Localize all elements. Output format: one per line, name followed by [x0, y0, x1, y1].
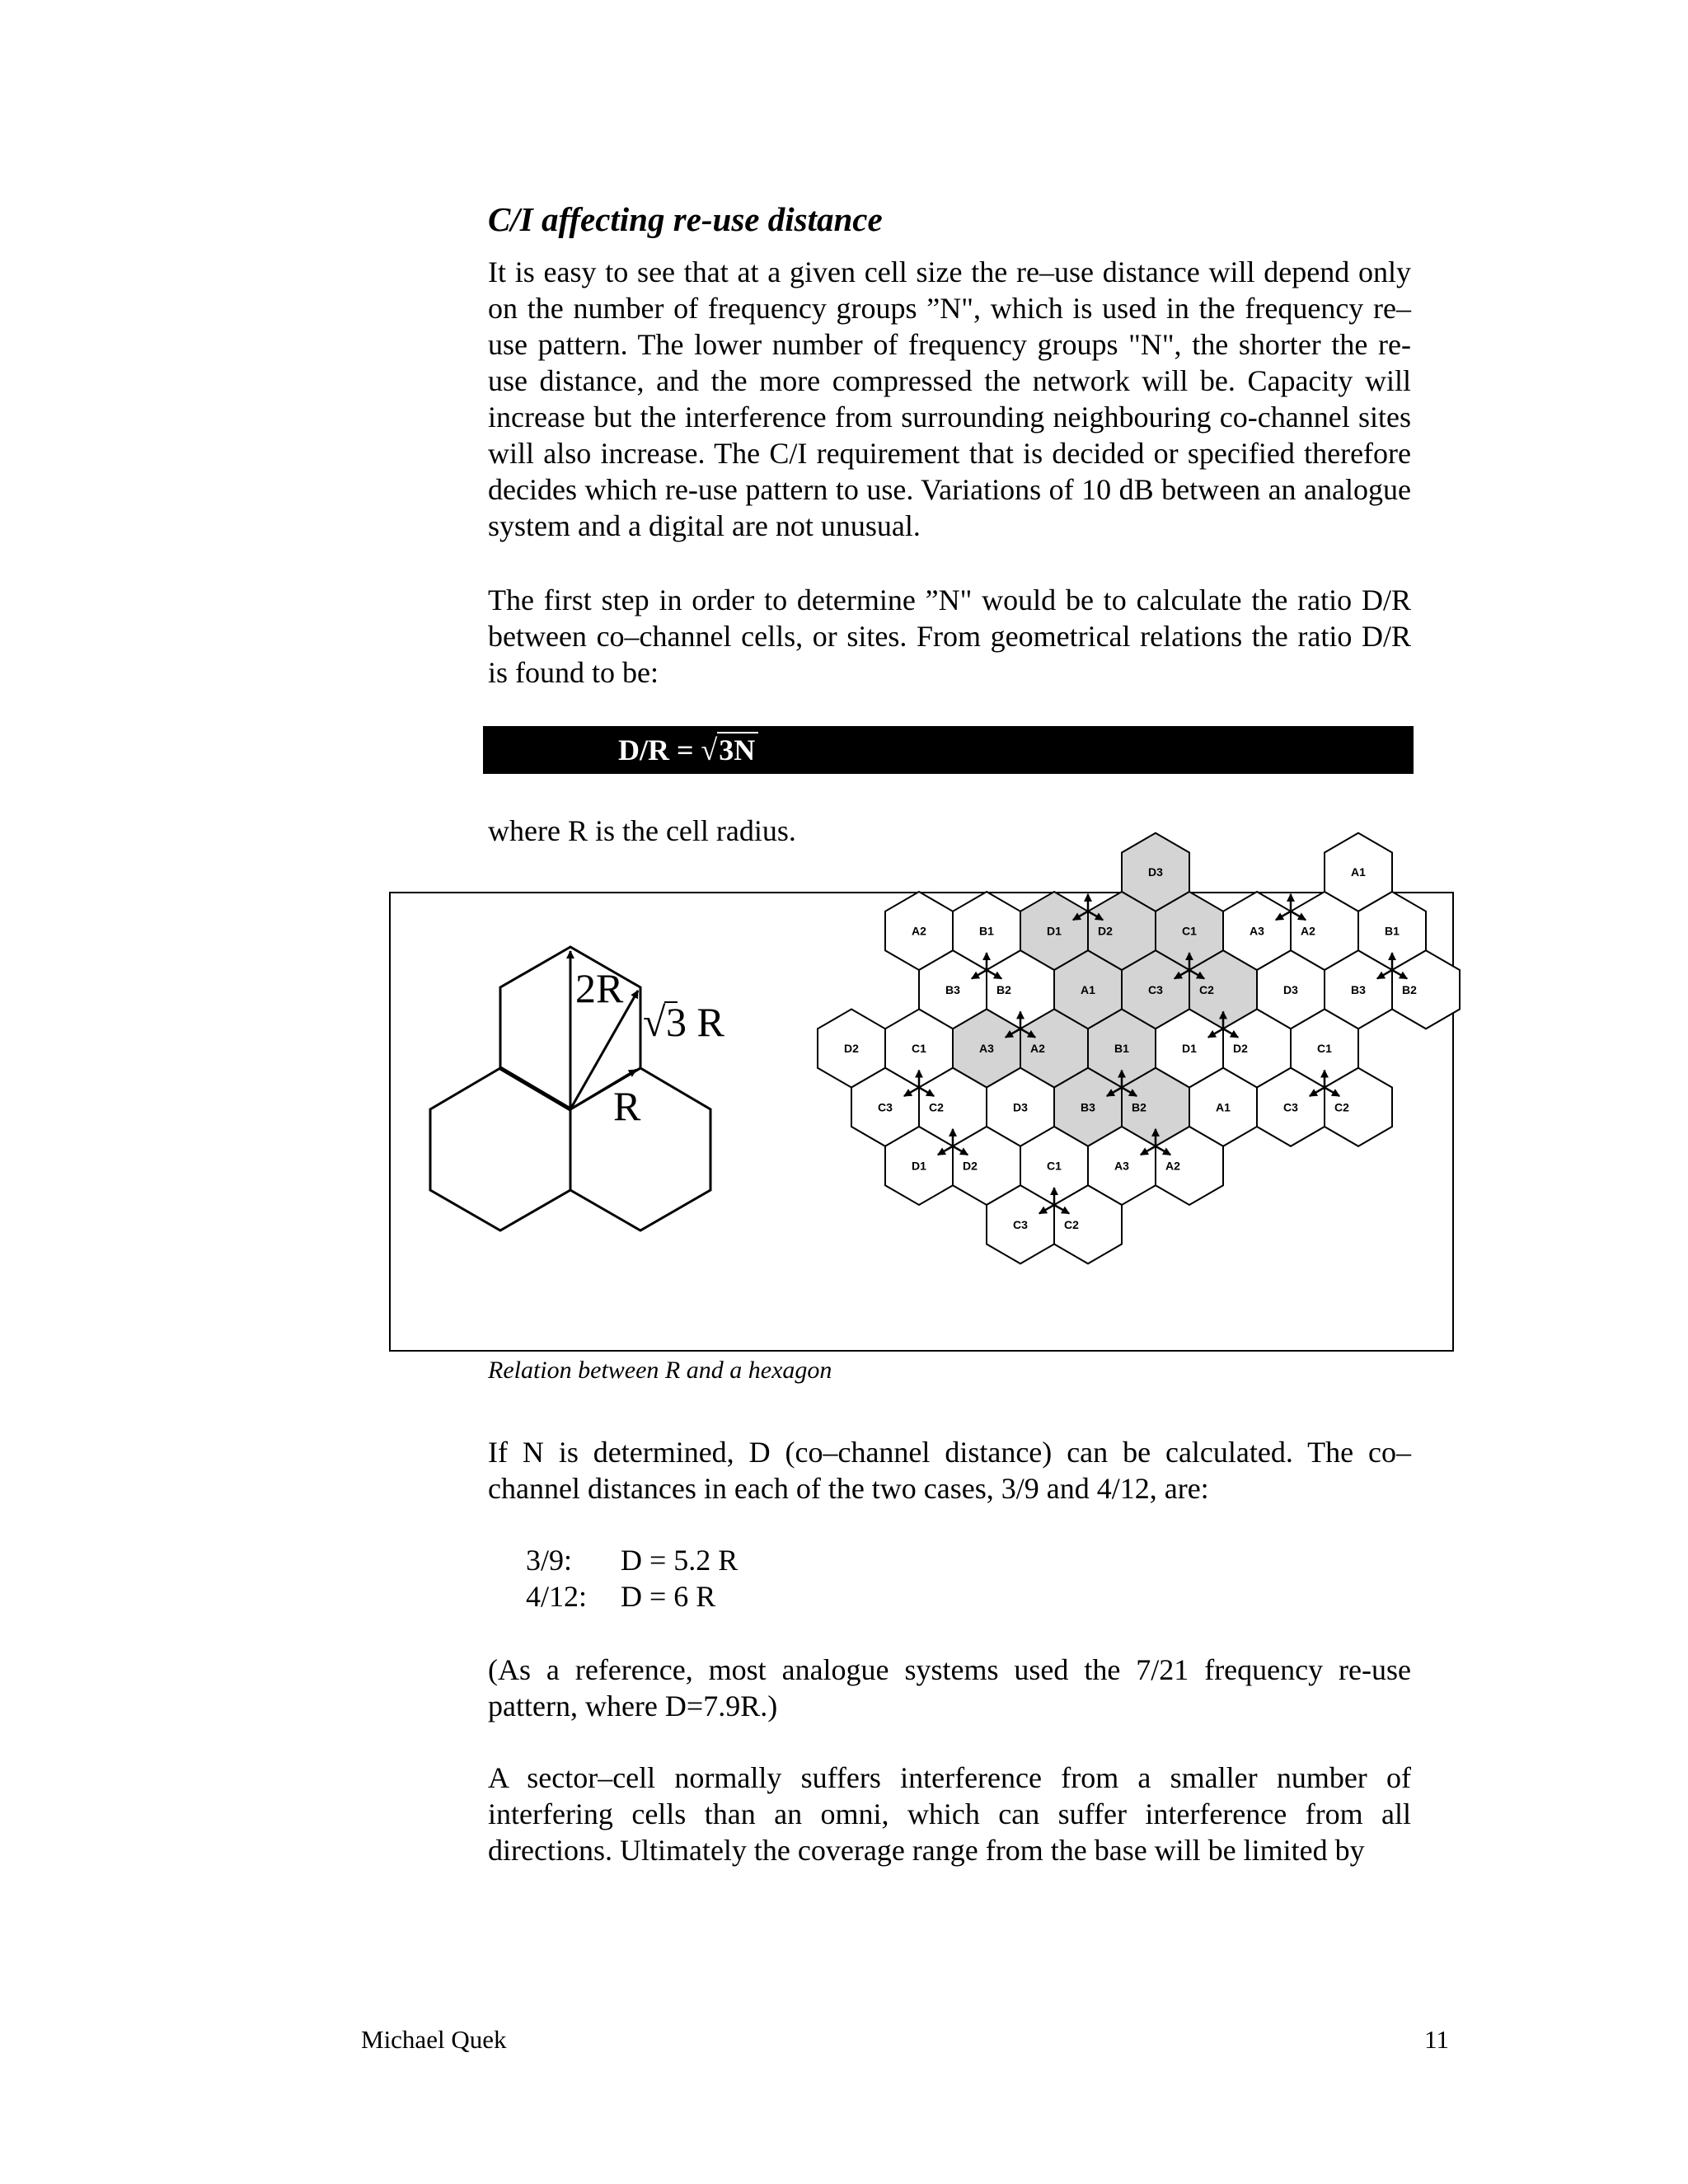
cell-label: D1 — [1047, 924, 1062, 938]
cell-label: A1 — [1216, 1100, 1231, 1114]
cell-label: C1 — [1182, 924, 1197, 938]
cell-label: C1 — [1317, 1042, 1332, 1055]
cell-label: C3 — [878, 1100, 893, 1114]
cell-label: C2 — [1199, 982, 1214, 996]
page-number: 11 — [1424, 2025, 1449, 2054]
root-sign: √ — [701, 733, 718, 766]
cell-label: C3 — [1148, 982, 1163, 996]
cell-label: B3 — [945, 982, 960, 996]
cell-label: D3 — [1148, 865, 1163, 879]
figure-caption: Relation between R and a hexagon — [488, 1357, 832, 1384]
label-sqrt3r: 3 R — [666, 999, 724, 1045]
paragraph-reference: (As a reference, most analogue systems used the 7/21 frequency re-use pattern, where D=7.9R.) — [488, 1653, 1411, 1722]
paragraph-reuse-distance: It is easy to see that at a given cell size the re–use distance will depend only on the number of frequency groups ”N", which is used in the frequency re–use pattern. The lower number of frequency groups "N", the shorter the re-use distance, and the more compressed the network will be. Capacity will increase but the interference from surrounding neighbouring co-channel sites will also increase. The C/I requirement that is decided or specified therefore decides which re-use pattern to use. Variations of 10 dB between an analogue system and a digital are not unusual. — [488, 255, 1411, 542]
cell-label: A3 — [979, 1042, 994, 1055]
cell-label: D2 — [1098, 924, 1113, 938]
pattern-label: 3/9: — [526, 1544, 573, 1577]
distance-list — [526, 1542, 738, 1615]
footer-author: Michael Quek — [361, 2025, 507, 2054]
cell-label: D2 — [844, 1042, 859, 1055]
formula-box — [483, 726, 1414, 774]
distance-row — [526, 1578, 738, 1615]
cell-label: C1 — [1047, 1159, 1062, 1173]
cell-label: B1 — [1114, 1042, 1129, 1055]
cell-label: D3 — [1013, 1100, 1028, 1114]
cell-label: C3 — [1283, 1100, 1298, 1114]
cell-label: D1 — [912, 1159, 926, 1173]
cell-label: A3 — [1114, 1159, 1129, 1173]
cell-label: B3 — [1081, 1100, 1095, 1114]
distance-row — [526, 1542, 738, 1578]
paragraph-sector-cell: A sector–cell normally suffers interference from a smaller number of interfering cells than an omni, which can suffer interference from all directions. Ultimately the coverage range from the base will be limited by — [488, 1761, 1411, 1867]
cell-label: A2 — [1301, 924, 1315, 938]
cell-label: A3 — [1250, 924, 1264, 938]
pattern-label: 4/12: — [526, 1580, 588, 1613]
cell-label: B2 — [996, 982, 1011, 996]
cell-label: B2 — [1132, 1100, 1146, 1114]
sqrt-sign: √ — [643, 999, 666, 1045]
cell-label: A2 — [912, 924, 926, 938]
paragraph-first-step: The first step in order to determine ”N" would be to calculate the ratio D/R between co–channel cells, or sites. From geometrical relations the ratio D/R is found to be: — [488, 583, 1411, 689]
cell-label: B2 — [1402, 982, 1417, 996]
label-2r: 2R — [575, 965, 624, 1011]
cell-label: C2 — [1334, 1100, 1349, 1114]
formula-lhs: D/R = — [618, 733, 694, 766]
cell-label: D1 — [1182, 1042, 1197, 1055]
section-heading: C/I affecting re-use distance — [488, 200, 883, 238]
hexagon-figure — [389, 865, 1454, 1352]
cell-label: D2 — [963, 1159, 978, 1173]
cell-label: B3 — [1351, 982, 1366, 996]
label-r: R — [613, 1083, 641, 1129]
paragraph-co-channel: If N is determined, D (co–channel distance) can be calculated. The co–channel distances in each of the two cases, 3/9 and 4/12, are: — [488, 1436, 1411, 1505]
cell-label: C3 — [1013, 1217, 1028, 1231]
distance-value: D = 5.2 R — [621, 1544, 738, 1577]
cell-label: B1 — [1385, 924, 1400, 938]
cell-label: A1 — [1351, 865, 1366, 879]
distance-value: D = 6 R — [621, 1580, 716, 1613]
cell-label: D2 — [1233, 1042, 1248, 1055]
cell-label: A2 — [1165, 1159, 1180, 1173]
cell-label: D3 — [1283, 982, 1298, 996]
shared-edge-bold — [500, 1068, 570, 1109]
cell-label: C2 — [1064, 1217, 1079, 1231]
paragraph-cell-radius: where R is the cell radius. — [488, 814, 796, 847]
cell-label: A2 — [1030, 1042, 1045, 1055]
hex-grid — [818, 833, 1460, 1264]
cell-label: B1 — [979, 924, 994, 938]
cell-label: A1 — [1081, 982, 1095, 996]
cell-label: C1 — [912, 1042, 926, 1055]
hexagon-figure-svg — [391, 865, 1456, 1353]
three-hex-diagram — [430, 947, 725, 1230]
cell-label: C2 — [929, 1100, 944, 1114]
lower-left-hexagon — [430, 1068, 570, 1230]
formula-radicand: 3N — [717, 732, 758, 766]
